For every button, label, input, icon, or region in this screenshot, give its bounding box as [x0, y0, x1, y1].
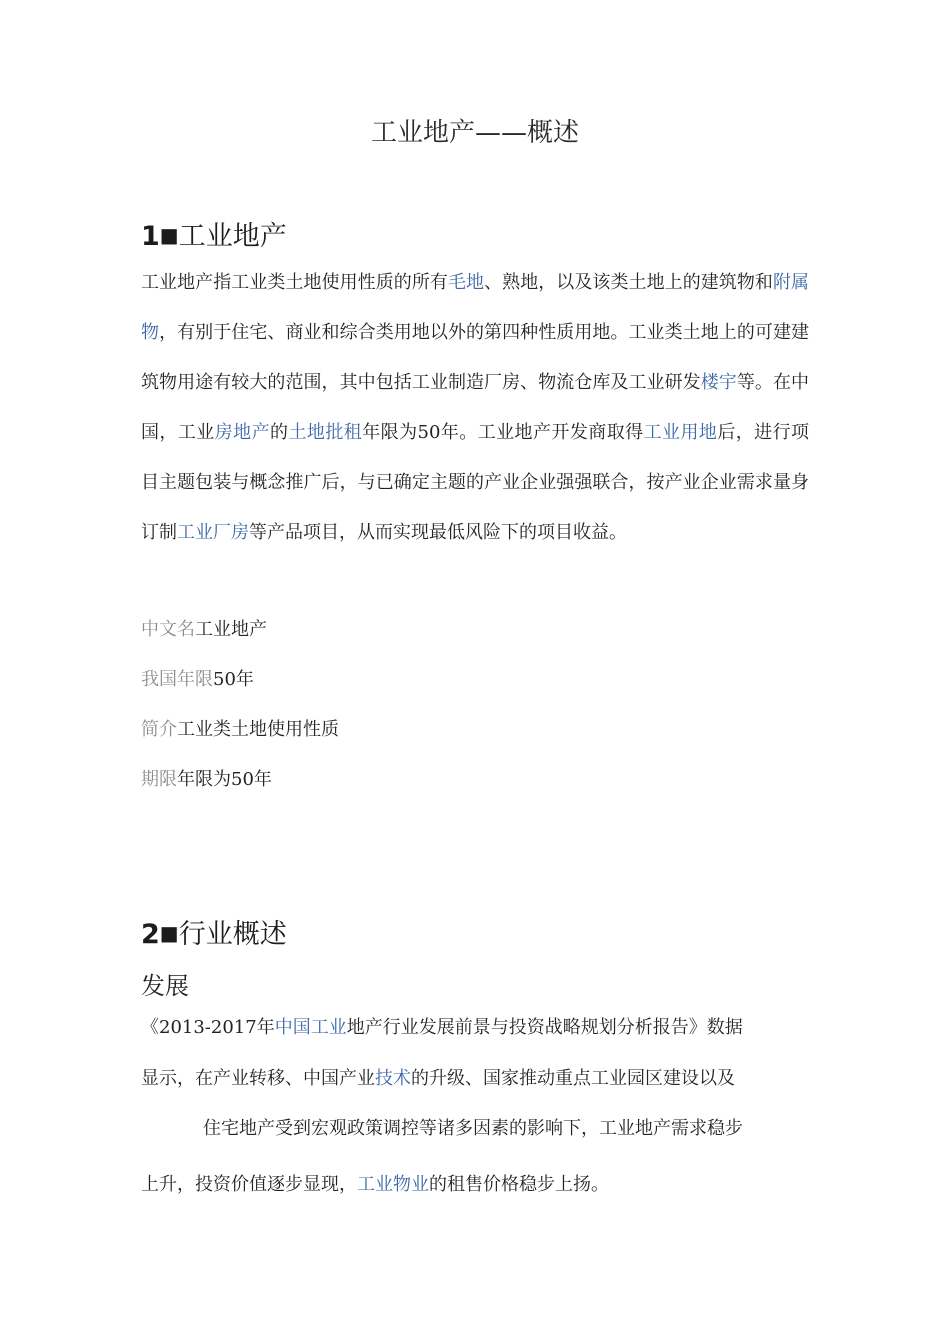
text-link[interactable]: 中国工业 — [274, 1017, 347, 1038]
text-link[interactable]: 工业物业 — [357, 1174, 429, 1195]
section-heading-text: 行业概述 — [178, 919, 287, 950]
body-line — [141, 1013, 743, 1043]
text-link[interactable]: 工业用地 — [643, 422, 718, 443]
text-run: 工业地产指工业类土地使用性质的所有 — [141, 272, 448, 293]
fact-row — [141, 665, 254, 695]
text-run: 等产品项目，从而实现最低风险下的项目收益。 — [249, 522, 627, 543]
text-run: 的租售价格稳步上扬。 — [429, 1174, 609, 1195]
text-link[interactable]: 技术 — [375, 1068, 411, 1089]
text-link[interactable]: 土地批租 — [288, 422, 363, 443]
fact-value: 年限为50年 — [177, 769, 272, 790]
fact-label: 简介 — [141, 719, 177, 740]
fact-label: 期限 — [141, 769, 177, 790]
section-marker: ■ — [159, 223, 179, 247]
fact-value: 工业类土地使用性质 — [177, 719, 339, 740]
body-line — [141, 1064, 735, 1094]
section-number: 2 — [141, 919, 160, 950]
fact-row — [141, 765, 272, 795]
fact-label: 我国年限 — [141, 669, 213, 690]
text-run: 地产行业发展前景与投资战略规划分析报告》数据 — [346, 1017, 743, 1038]
text-link[interactable]: 楼宇 — [700, 372, 737, 393]
text-link[interactable]: 附属物 — [141, 272, 810, 343]
body-line — [141, 1170, 609, 1200]
text-run: 上升，投资价值逐步显现， — [141, 1174, 357, 1195]
section-heading-text: 工业地产 — [178, 221, 287, 252]
section-2-heading — [141, 912, 287, 951]
section-marker: ■ — [159, 921, 179, 945]
text-link[interactable]: 房地产 — [214, 422, 271, 443]
fact-value: 工业地产 — [195, 619, 267, 640]
section-number: 1 — [141, 221, 160, 252]
text-run: 住宅地产受到宏观政策调控等诸多因素的影响下，工业地产需求稳步 — [203, 1118, 743, 1139]
text-run: 等。在中国，工业 — [141, 372, 810, 443]
text-run: 《2013-2017年 — [141, 1017, 275, 1038]
text-run: 的 — [270, 422, 289, 443]
fact-row — [141, 715, 339, 745]
text-run: 显示，在产业转移、中国产业 — [141, 1068, 375, 1089]
text-link[interactable]: 工业厂房 — [177, 522, 249, 543]
text-run: ，有别于住宅、商业和综合类用地以外的第四种性质用地。工业类土地上的可建建筑物用途有较大的范围，其中包括工业制造厂房、物流仓库及工业研发 — [141, 322, 810, 393]
text-run: 的升级、国家推动重点工业园区建设以及 — [411, 1068, 735, 1089]
text-run: 年限为50年。工业地产开发商取得 — [362, 422, 644, 443]
text-run: 后，进行项目主题包装与概念推广后，与已确定主题的产业企业强强联合，按产业企业需求量身订制 — [141, 422, 810, 543]
section-1-heading — [141, 214, 287, 253]
subheading: 发展 — [141, 972, 189, 1000]
fact-row — [141, 615, 267, 645]
fact-label: 中文名 — [141, 619, 195, 640]
text-link[interactable]: 毛地 — [447, 272, 485, 293]
text-run: 、熟地，以及该类土地上的建筑物和 — [484, 272, 773, 293]
page-title: 工业地产——概述 — [370, 118, 579, 148]
section-1-paragraph — [141, 258, 809, 558]
body-line — [203, 1114, 743, 1144]
fact-value: 50年 — [213, 669, 254, 690]
